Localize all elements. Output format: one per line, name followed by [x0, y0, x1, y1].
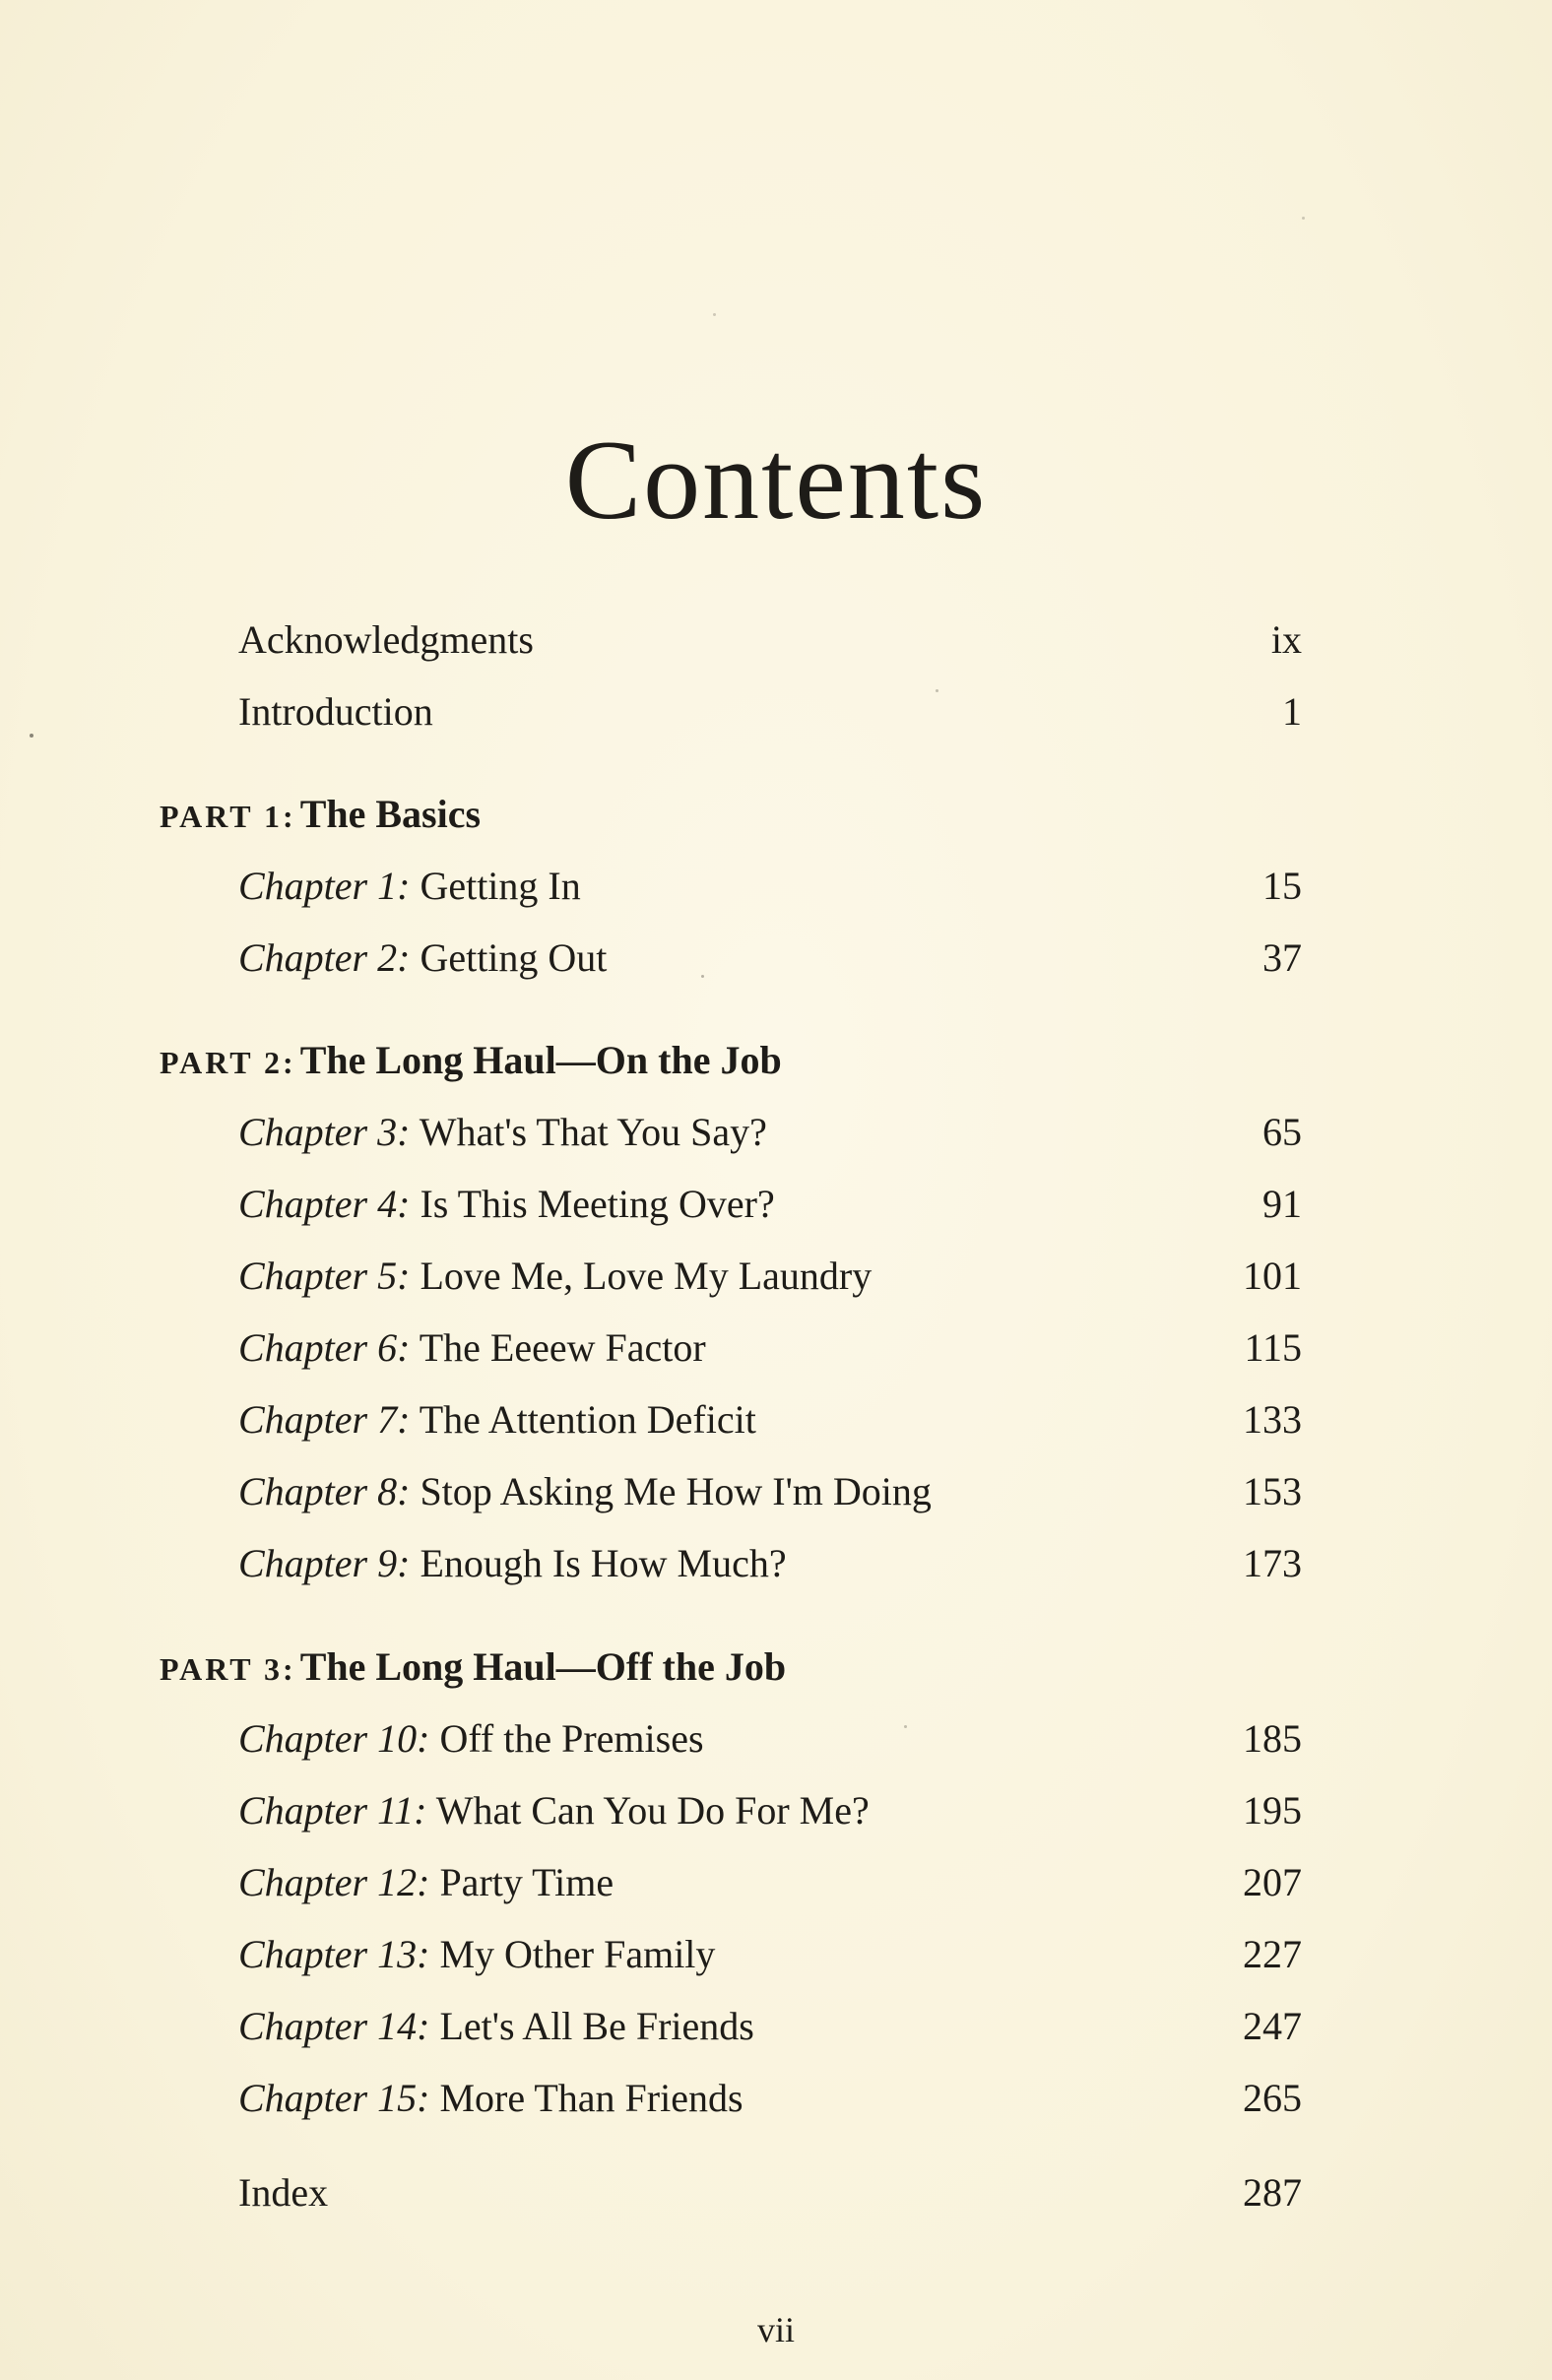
chapter-prefix: Chapter 10: [238, 1716, 430, 1761]
chapter-title: Let's All Be Friends [439, 2004, 754, 2048]
chapter-prefix: Chapter 6: [238, 1325, 411, 1370]
entry-label: Acknowledgments [238, 617, 534, 662]
part-heading-3 [160, 1638, 786, 1697]
toc-entry-chapter-12[interactable] [238, 1853, 1302, 1912]
entry-page: 101 [1243, 1254, 1302, 1298]
entry-label: Introduction [238, 689, 433, 734]
part-heading-1 [160, 785, 481, 844]
chapter-title: Enough Is How Much? [420, 1541, 787, 1585]
entry-page: 227 [1243, 1932, 1302, 1976]
chapter-prefix: Chapter 13: [238, 1932, 430, 1976]
chapter-prefix: Chapter 1: [238, 864, 411, 908]
toc-entry-chapter-4[interactable] [238, 1175, 1302, 1234]
toc-entry-chapter-13[interactable] [238, 1925, 1302, 1984]
entry-page: 65 [1262, 1110, 1302, 1154]
chapter-prefix: Chapter 3: [238, 1110, 411, 1154]
toc-entry-index[interactable] [238, 2163, 1302, 2222]
chapter-prefix: Chapter 2: [238, 935, 411, 980]
part-number: PART 2: [160, 1045, 296, 1080]
chapter-title: Getting Out [420, 935, 608, 980]
paper-speck [936, 689, 938, 692]
part-heading-2 [160, 1031, 782, 1090]
chapter-title: Stop Asking Me How I'm Doing [420, 1469, 932, 1513]
part-title: The Long Haul—Off the Job [299, 1644, 787, 1689]
paper-speck [1302, 217, 1305, 220]
chapter-prefix: Chapter 8: [238, 1469, 411, 1513]
toc-entry-chapter-11[interactable] [238, 1781, 1302, 1840]
toc-entry-chapter-5[interactable] [238, 1247, 1302, 1306]
part-number: PART 3: [160, 1651, 296, 1687]
entry-page: 1 [1282, 689, 1302, 734]
page-title: Contents [564, 418, 988, 544]
toc-entry-chapter-15[interactable] [238, 2069, 1302, 2128]
chapter-title: Getting In [420, 864, 581, 908]
part-number: PART 1: [160, 799, 296, 834]
toc-entry-introduction[interactable] [238, 682, 1302, 741]
chapter-prefix: Chapter 4: [238, 1182, 411, 1226]
chapter-title: Off the Premises [439, 1716, 704, 1761]
entry-page: 265 [1243, 2076, 1302, 2120]
chapter-prefix: Chapter 11: [238, 1788, 427, 1833]
paper-speck [713, 313, 716, 316]
part-title: The Basics [299, 792, 482, 836]
toc-entry-chapter-6[interactable] [238, 1319, 1302, 1378]
entry-page: 173 [1243, 1541, 1302, 1585]
chapter-title: What Can You Do For Me? [435, 1788, 870, 1833]
entry-label: Index [238, 2170, 329, 2215]
entry-page: 247 [1243, 2004, 1302, 2048]
chapter-title: What's That You Say? [419, 1110, 767, 1154]
entry-page: 91 [1262, 1182, 1302, 1226]
entry-page: ix [1270, 617, 1302, 662]
paper-speck [701, 975, 704, 978]
chapter-title: Love Me, Love My Laundry [420, 1254, 873, 1298]
chapter-title: Is This Meeting Over? [420, 1182, 775, 1226]
toc-entry-chapter-9[interactable] [238, 1534, 1302, 1593]
page-folio: vii [756, 2310, 795, 2349]
entry-page: 207 [1243, 1860, 1302, 1904]
toc-entry-chapter-3[interactable] [238, 1103, 1302, 1162]
entry-page: 195 [1243, 1788, 1302, 1833]
toc-entry-chapter-2[interactable] [238, 929, 1302, 988]
chapter-prefix: Chapter 5: [238, 1254, 411, 1298]
chapter-prefix: Chapter 14: [238, 2004, 430, 2048]
chapter-title: Party Time [439, 1860, 614, 1904]
toc-entry-chapter-8[interactable] [238, 1462, 1302, 1521]
chapter-prefix: Chapter 7: [238, 1397, 411, 1442]
entry-page: 115 [1244, 1325, 1302, 1370]
chapter-title: More Than Friends [439, 2076, 744, 2120]
chapter-title: My Other Family [439, 1932, 716, 1976]
entry-page: 133 [1243, 1397, 1302, 1442]
chapter-prefix: Chapter 12: [238, 1860, 430, 1904]
chapter-prefix: Chapter 15: [238, 2076, 430, 2120]
toc-entry-chapter-14[interactable] [238, 1997, 1302, 2056]
toc-entry-chapter-10[interactable] [238, 1709, 1302, 1769]
entry-page: 15 [1262, 864, 1302, 908]
chapter-prefix: Chapter 9: [238, 1541, 411, 1585]
toc-entry-chapter-7[interactable] [238, 1390, 1302, 1449]
paper-speck [904, 1725, 907, 1728]
chapter-title: The Attention Deficit [419, 1397, 756, 1442]
toc-entry-acknowledgments[interactable] [238, 611, 1302, 670]
entry-page: 185 [1243, 1716, 1302, 1761]
entry-page: 287 [1243, 2170, 1302, 2215]
part-title: The Long Haul—On the Job [299, 1038, 782, 1082]
paper-speck [30, 734, 33, 738]
chapter-title: The Eeeew Factor [419, 1325, 706, 1370]
toc-entry-chapter-1[interactable] [238, 857, 1302, 916]
entry-page: 153 [1243, 1469, 1302, 1513]
entry-page: 37 [1262, 935, 1302, 980]
